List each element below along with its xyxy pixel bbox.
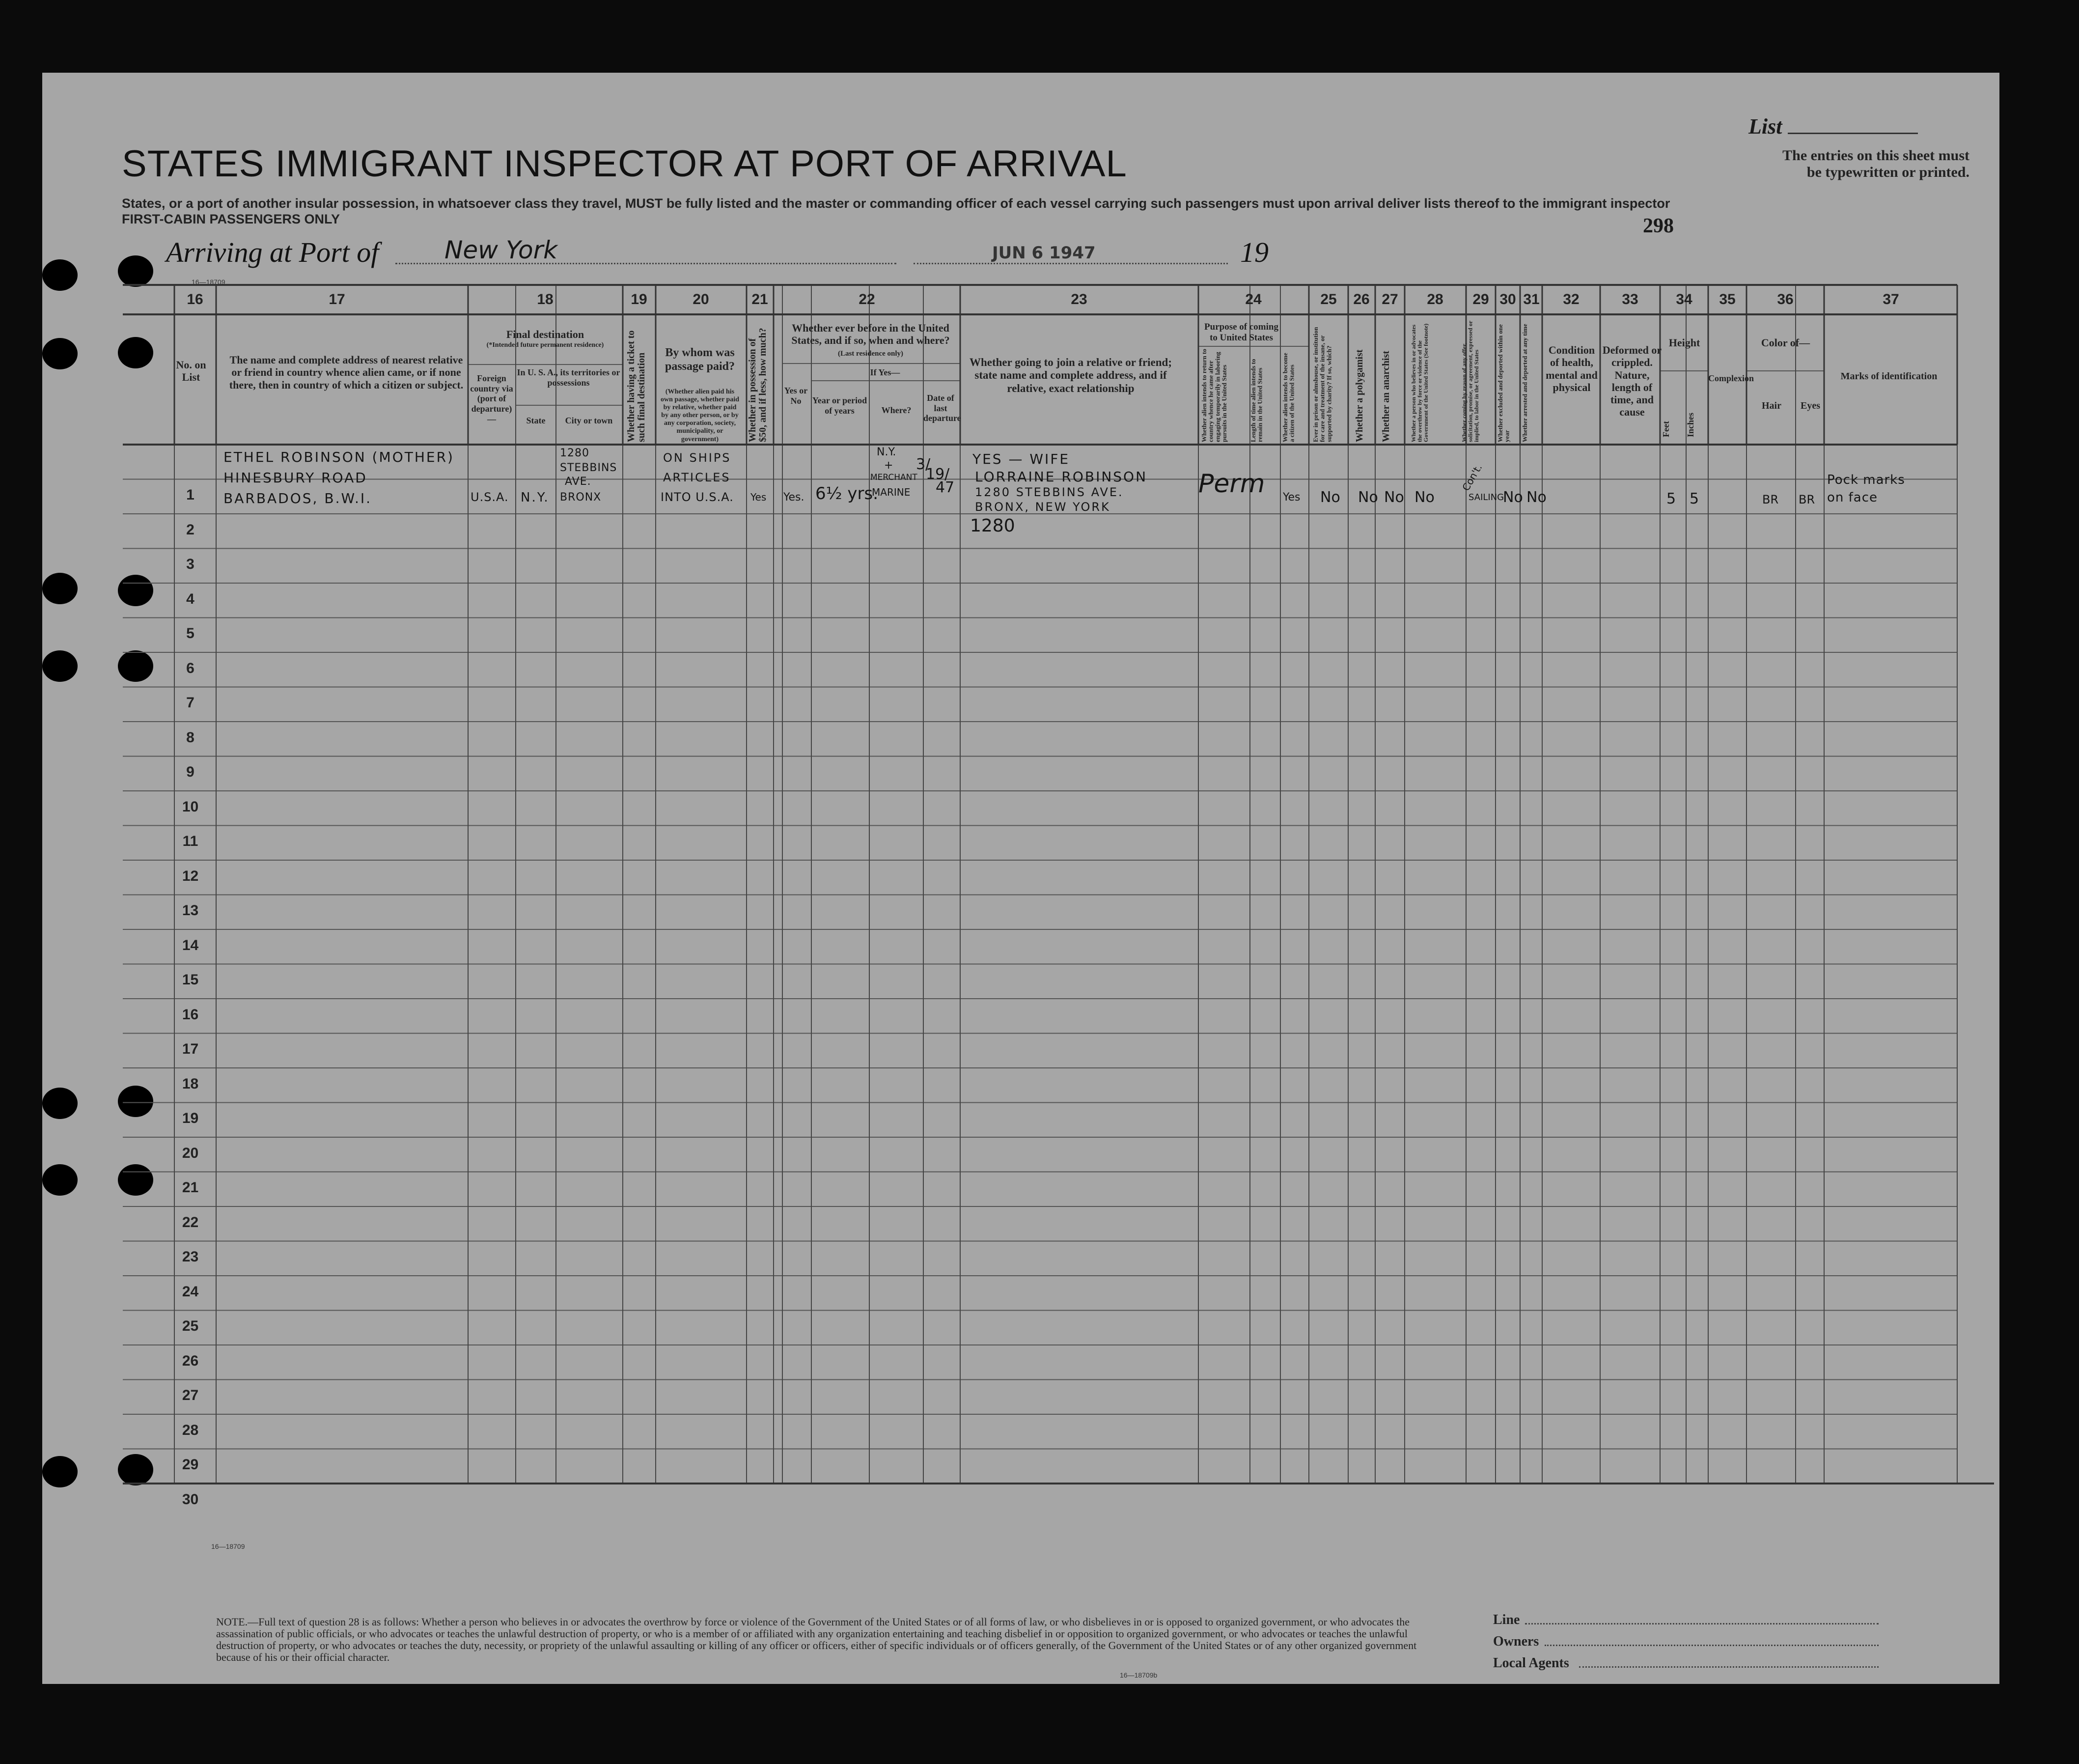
row-number: 13 [182, 902, 199, 919]
row-number: 11 [182, 833, 198, 849]
col22-subtitle: (Last residence only) [837, 350, 904, 358]
col22-yesno: Yes or No [784, 386, 808, 406]
col36-title: Color of— [1761, 336, 1810, 349]
been-before-value: Yes. [783, 491, 804, 504]
column-number: 32 [1563, 291, 1580, 308]
footnote-question-28: NOTE.—Full text of question 28 is as follows: Whether a person who believes in or advocates the overthrow by force or violence of the Government of the United States or of all forms of law, or who disbelieves in or is opposed to organized government, or who advocates the assassination of public officials, or who advocates or teaches the unlawful destruction of property, or who is a member of or affiliated with any organization entertaining and teaching disbelief in or opposition to organized government, or who advocates or teaches the unlawful destruction of property, or who advocates or teaches the duty, necessity, or propriety of the unlawful assaulting or killing of any officer or officers, either of specific individuals or of officers generally, of the Government of the United States or of any other organized government because of his or their official character. [216, 1616, 1417, 1663]
row-number: 10 [182, 798, 199, 815]
row-number: 24 [182, 1283, 199, 1300]
where-line: MARINE [872, 486, 911, 498]
column-number: 27 [1382, 291, 1398, 308]
col24-c: Whether alien intends to become a citizen of the United States [1281, 353, 1296, 442]
column-number: 28 [1427, 291, 1443, 308]
row-number: 26 [182, 1352, 199, 1369]
row-number: 9 [186, 764, 194, 780]
col29-header: Whether coming by reason of any offer, solicitation, promise, or agreement, expressed or implied, to labor in the United States [1461, 321, 1480, 442]
local-agents-label: Local Agents [1493, 1655, 1569, 1671]
column-number: 23 [1071, 291, 1087, 308]
column-number: 19 [631, 291, 647, 308]
foreign-country-value: U.S.A. [471, 490, 509, 504]
row-number: 5 [186, 625, 194, 642]
row-number: 19 [182, 1110, 199, 1126]
col25-header: Ever in prison or almshouse, or institution for care and treatment of the insane, or supported by charity? If so, which? [1312, 327, 1333, 442]
col24-b: Length of time alien intends to remain in the United States [1249, 359, 1264, 442]
page-title: STATES IMMIGRANT INSPECTOR AT PORT OF ARRIVAL [122, 143, 1127, 185]
column-number: 36 [1777, 291, 1794, 308]
relative-country: BARBADOS, B.W.I. [223, 490, 372, 506]
inches-value: 5 [1690, 490, 1699, 507]
row-number: 4 [186, 590, 194, 607]
list-label: List [1748, 114, 1782, 139]
row-number: 25 [182, 1318, 199, 1334]
where-line: MERCHANT [870, 473, 917, 482]
row-number: 16 [182, 1006, 199, 1023]
instructions-line: FIRST-CABIN PASSENGERS ONLY [122, 212, 340, 226]
col22-ifyes: If Yes— [870, 367, 900, 377]
column-number: 24 [1245, 291, 1262, 308]
row-number: 18 [182, 1075, 199, 1092]
row-number: 20 [182, 1145, 199, 1161]
year-prefix: 19 [1240, 236, 1269, 268]
col24-title: Purpose of coming to United States [1204, 322, 1278, 343]
departure-line: 3/ [916, 456, 931, 473]
money-value: Yes [750, 491, 767, 503]
row-number: 2 [186, 521, 194, 538]
marks-line: on face [1827, 490, 1878, 505]
row-number: 27 [182, 1387, 199, 1403]
row-number: 21 [182, 1179, 199, 1196]
column-number: 33 [1622, 291, 1638, 308]
note-line: be typewritten or printed. [1806, 164, 1969, 180]
col18-foreign: Foreign country via (port of departure)— [470, 373, 513, 424]
arriving-label: Arriving at Port of [166, 236, 379, 268]
citizen-value: Yes [1283, 491, 1301, 504]
col35-header: Complexion [1708, 373, 1754, 383]
row-number: 17 [182, 1041, 199, 1057]
column-number: 34 [1676, 291, 1692, 308]
join-line: BRONX, NEW YORK [975, 500, 1110, 514]
anarchist-value: No [1384, 489, 1404, 506]
join-line: YES — WIFE [972, 451, 1070, 467]
col30-header: Whether excluded and deported within one year [1497, 324, 1511, 442]
line-field [1525, 1623, 1879, 1624]
column-number: 29 [1472, 291, 1489, 308]
column-number: 26 [1353, 291, 1370, 308]
join-line: 1280 [970, 516, 1015, 536]
city-line: AVE. [565, 476, 591, 488]
marks-line: Pock marks [1827, 473, 1905, 487]
feet-value: 5 [1666, 490, 1676, 507]
passage-line: INTO U.S.A. [661, 490, 734, 504]
sheet-number: 298 [1643, 215, 1674, 237]
column-number: 16 [187, 291, 203, 308]
overthrow-value: No [1414, 489, 1435, 506]
col36-eyes: Eyes [1801, 400, 1820, 411]
col20-subtitle: (Whether alien paid his own passage, whether paid by relative, whether paid by any other person, or by any corporation, society, municipality, or government) [661, 388, 739, 443]
col21-header: Whether in possession of $50, and if less, how much? [747, 328, 768, 442]
col18-subtitle: (*Intended future permanent residence) [486, 341, 604, 349]
join-line: LORRAINE ROBINSON [975, 469, 1148, 485]
owners-field [1545, 1645, 1879, 1646]
row-number: 6 [186, 660, 194, 676]
column-number: 17 [329, 291, 345, 308]
col32-header: Condition of health, mental and physical [1546, 344, 1598, 393]
col26-header: Whether a polygamist [1354, 349, 1365, 442]
col22-title: Whether ever before in the United States, and if so, when and where? [791, 322, 950, 347]
form-number: 16—18709 [192, 278, 225, 286]
row-number: 30 [182, 1491, 199, 1508]
column-number: 35 [1719, 291, 1736, 308]
departure-line: 47 [936, 479, 955, 496]
col34-title: Height [1668, 336, 1700, 349]
col22-date: Date of last departure [923, 393, 961, 423]
col22-year: Year or period of years [812, 395, 867, 416]
column-number: 25 [1320, 291, 1337, 308]
col16-header: No. on List [176, 359, 206, 384]
row-number: 15 [182, 972, 199, 988]
row-number: 22 [182, 1214, 199, 1231]
col19-header: Whether having a ticket to such final destination [626, 330, 647, 442]
col20-title: By whom was passage paid? [665, 346, 735, 373]
col27-header: Whether an anarchist [1381, 351, 1391, 442]
column-number: 30 [1499, 291, 1516, 308]
note-line: The entries on this sheet must [1782, 147, 1969, 164]
col28-header: Whether a person who believes in or advocates the overthrow by force or violence of the Government of the United States (See footnote) [1410, 323, 1430, 442]
labor-line: SAILING [1469, 492, 1504, 503]
col36-hair: Hair [1762, 400, 1781, 411]
form-number-footer: 16—18709b [1120, 1671, 1158, 1679]
row-number: 28 [182, 1422, 199, 1438]
date-stamp: JUN 6 1947 [992, 243, 1096, 263]
row-number: 14 [182, 937, 199, 953]
col24-a: Whether alien intends to return to country whence he came after engaging temporarily in laboring pursuits in the United States [1200, 349, 1228, 442]
col33-header: Deformed or crippled. Nature, length of time, and cause [1602, 344, 1662, 419]
departure-line: 19/ [926, 466, 950, 483]
passage-line: ON SHIPS [663, 451, 731, 465]
col37-header: Marks of identification [1840, 371, 1938, 382]
city-line: STEBBINS [560, 462, 617, 474]
row-number: 8 [186, 729, 194, 746]
column-number: 20 [693, 291, 709, 308]
arrested-value: No [1526, 489, 1547, 506]
port-value: New York [444, 236, 558, 264]
where-line: + [884, 459, 893, 472]
col31-header: Whether arrested and deported at any time [1521, 324, 1528, 442]
col23-header: Whether going to join a relative or friend; state name and complete address, and if relative, exact relationship [969, 356, 1172, 394]
instructions-line: States, or a port of another insular possession, in whatsoever class they travel, MUST be fully listed and the master or commanding officer of each vessel carrying such passengers must upon arrival deliver lists thereof to the immigrant inspector [122, 196, 1670, 211]
column-number: 18 [537, 291, 554, 308]
col18-state: State [526, 416, 546, 425]
row-number: 23 [182, 1249, 199, 1265]
row-number: 3 [186, 556, 194, 572]
length-of-stay-value: Perm [1198, 469, 1265, 499]
city-value: BRONX [560, 491, 602, 504]
hair-value: BR [1762, 493, 1779, 506]
row-number: 12 [182, 868, 199, 884]
col18-usa: In U. S. A., its territories or possessions [517, 367, 620, 388]
passage-line: ARTICLES [663, 471, 731, 484]
col34-feet: Feet [1661, 421, 1671, 437]
city-line: 1280 [560, 447, 589, 459]
years-value: 6½ yrs. [815, 484, 879, 504]
excluded-value: No [1503, 489, 1523, 506]
column-number: 21 [751, 291, 768, 308]
col17-header: The name and complete address of nearest relative or friend in country whence alien came, or if none there, then in country of which a citizen or subject. [229, 354, 464, 391]
column-number: 31 [1523, 291, 1540, 308]
col34-inches: Inches [1686, 412, 1695, 437]
line-label: Line [1493, 1612, 1520, 1627]
relative-address: HINESBURY ROAD [223, 470, 367, 486]
where-line: N.Y. [877, 446, 896, 458]
state-value: N.Y. [521, 490, 550, 505]
eyes-value: BR [1799, 493, 1815, 506]
form-number-bottom: 16—18709 [211, 1542, 245, 1550]
row-number: 29 [182, 1456, 199, 1473]
join-line: 1280 STEBBINS AVE. [975, 485, 1124, 499]
column-number: 37 [1883, 291, 1899, 308]
col18-title: Final destination [506, 328, 584, 340]
polygamist-value: No [1358, 489, 1378, 506]
column-number: 22 [859, 291, 875, 308]
col22-where: Where? [881, 405, 912, 415]
labor-line: Con't. [1460, 462, 1485, 493]
local-agents-field [1579, 1666, 1879, 1668]
prison-value: No [1320, 489, 1340, 506]
row-number: 7 [186, 695, 194, 711]
relative-name: ETHEL ROBINSON (MOTHER) [223, 449, 454, 465]
col18-city: City or town [565, 416, 613, 425]
owners-label: Owners [1493, 1634, 1539, 1649]
row-number: 1 [186, 487, 194, 503]
